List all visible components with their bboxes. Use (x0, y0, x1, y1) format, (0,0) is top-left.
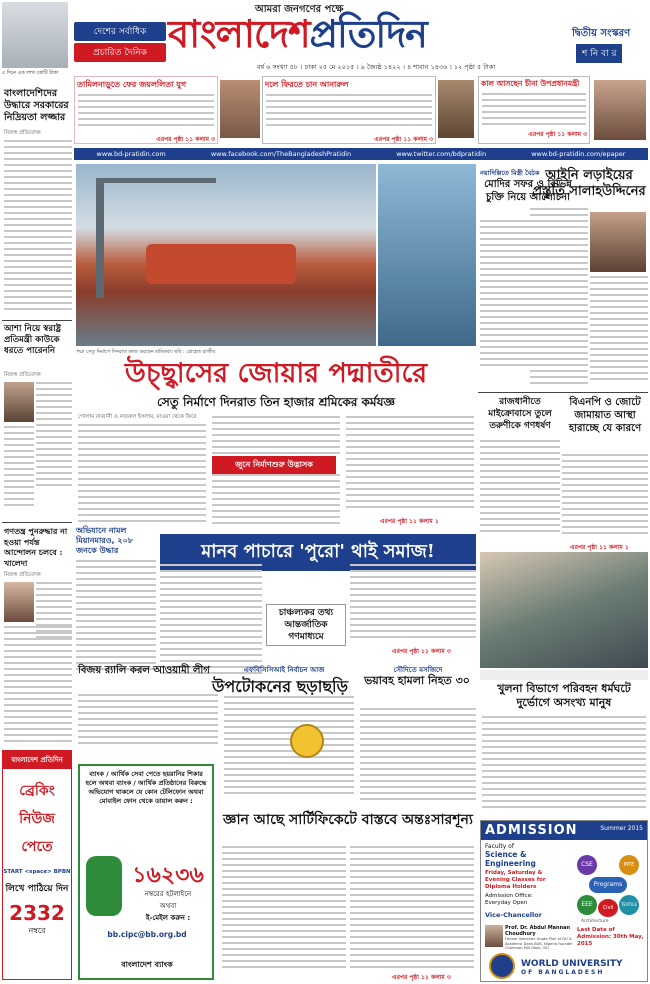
china-leader-photo (594, 80, 646, 140)
breaking-news-ad[interactable] (2, 750, 72, 980)
link-epaper[interactable]: www.bd-pratidin.com/epaper (531, 150, 626, 158)
ad-classes: Friday, Saturday & Evening Classes for Diploma Holders (485, 870, 546, 890)
knowledge-more[interactable]: এরপর পৃষ্ঠা ১১ কলাম ৩ (392, 974, 451, 981)
university-ad[interactable] (480, 820, 648, 982)
trafficking-kicker: অভিযানে নামল মিয়ানমারও, ২০৮ জনকে উদ্ধার (76, 526, 134, 555)
bnp-title: বিএনপি ও জোটে জামায়াত আস্থা হারাচ্ছে যে কারণে (568, 397, 642, 434)
bank-email-label: ই-মেইল করুন : (145, 914, 191, 922)
knowledge-title: জ্ঞান আছে সার্টিফিকেটে বাস্তবে অন্তঃসারশূন্য (223, 812, 473, 828)
ad-write: লিখে পাঠিয়ে দিন (5, 884, 69, 894)
edition-label: দ্বিতীয় সংস্করণ (572, 28, 631, 39)
fbcci-body (224, 696, 354, 806)
crane-shape (96, 178, 104, 298)
flood-photo-caption (480, 670, 648, 680)
khaleda-portrait (4, 582, 34, 622)
salahuddin-photo (590, 212, 646, 272)
main-subhead: সেতু নির্মাণে দিনরাত তিন হাজার শ্রমিকের কর্মযজ্ঞ (157, 395, 395, 409)
jayalalitha-photo (220, 80, 260, 138)
badge-bottom: প্রচারিত দৈনিক (74, 43, 166, 62)
fbcci-title: উপটোকনের ছড়াছড়ি (211, 677, 349, 696)
modi-title: মোদির সফর ও বিভিন্ন চুক্তি নিয়ে আলোচনা (484, 179, 572, 203)
link-web[interactable]: www.bd-pratidin.com (96, 150, 166, 158)
law-body-2 (590, 276, 648, 388)
ad-admission: ADMISSION (481, 821, 647, 840)
bank-ad-text: ব্যাংক / আর্থিক সেবা পেতে হয়রানির শিকার হলে অথবা ব্যাংক / আর্থিক প্রতিষ্ঠানের বিরুদ্ধে অভিযোগ থাকলে যে কোন টেলিফোন অথবা মোবাইল ফোন থেকে ডায়াল করুন : (85, 770, 207, 805)
ad-line2: নিউজ (19, 811, 55, 827)
links-bar (74, 148, 648, 160)
bank-hotline-label: নম্বরের হটলাইনে (144, 890, 192, 898)
main-body-4 (346, 416, 474, 512)
teaser-title: কাল আসছেন চীনা উপপ্রধানমন্ত্রী (481, 79, 580, 88)
youth-title: রাজধানীতে মাইক্রোবাসে তুলে তরুণীকে গণধর্ষণ (488, 397, 552, 431)
left-story1-body (4, 140, 72, 316)
rally-title: বিজয় র‍্যালি করল আওয়ামী লীগ (78, 665, 210, 676)
ad-faculty-of: Faculty of (485, 843, 514, 850)
prog-center: Programs (589, 877, 627, 893)
prog-arch: Architecture (581, 919, 609, 924)
bank-ad[interactable] (78, 764, 214, 980)
rally-body (78, 694, 218, 752)
trafficking-headline: মানব পাচারে 'পুরো' থাই সমাজ! (160, 534, 476, 571)
left-divider (2, 320, 72, 321)
main-body-1 (78, 424, 206, 526)
ad-office: Admission Office: Everyday Open (485, 893, 533, 906)
main-body-2 (212, 416, 340, 456)
anarul-photo (438, 80, 474, 138)
bank-or: অথবা (159, 902, 177, 910)
minister-portrait (4, 382, 34, 422)
left-story2-title: আশা নিয়ে স্বরাষ্ট্র প্রতিমন্ত্রী কাউকে ধরতে পারেননি (4, 324, 61, 356)
title-accent: প্রতিদিন (309, 11, 427, 56)
trafficking-body-1 (76, 560, 156, 680)
modi-kicker: নয়াদিল্লিতে মিস্ত্রী বৈঠক (480, 169, 540, 177)
main-photo-caption: পদ্মা সেতু নির্মাণে দিনরাত কাজ করছেন শ্রমিকরা। ছবি : রোহেত রাজীব (76, 349, 216, 355)
pile-structure (146, 244, 296, 284)
ad-session: Summer 2015 (600, 825, 643, 832)
teaser-jayalalitha[interactable] (74, 76, 218, 144)
flood-title: খুলনা বিভাগে পরিবহন ধর্মঘটে দুর্ভোগে অসংখ্য মানুষ (497, 682, 631, 709)
main-more[interactable]: এরপর পৃষ্ঠা ১১ কলাম ১ (380, 518, 439, 525)
teaser-china[interactable] (478, 76, 590, 144)
left-story3-body2 (4, 626, 72, 746)
ad-line3: পেতে (21, 839, 53, 855)
main-headline: উচ্ছ্বাসের জোয়ার পদ্মাতীরে (124, 358, 428, 389)
wub-logo (489, 953, 515, 979)
day-label: শ নি বা র (576, 44, 622, 63)
bank-name: বাংলাদেশ ব্যাংক (121, 960, 173, 969)
minister-photo-caption: ৫ দিনে এক লাখ কোটি টাকা (2, 70, 59, 76)
left-divider (2, 522, 72, 523)
masthead-tagline: আমরা জনগণের পক্ষে (255, 4, 344, 15)
masthead-title (168, 12, 427, 56)
bank-hotline: ১৬২৩৬ (132, 863, 204, 888)
youth-body (480, 440, 560, 540)
left-story3-title: গণতন্ত্র পুনরুদ্ধার না হওয়া পর্যন্ত আন্দোলন চলবে : খালেদা (4, 526, 68, 568)
left-story2-body (36, 382, 72, 492)
worker-photo (378, 164, 476, 346)
main-byline: গোলাম রাব্বানী ও নজরুল ইসলাম, মাওয়া থেকে ফিরে (78, 414, 197, 420)
teaser-more[interactable]: এরপর পৃষ্ঠা ১১ কলাম ৩ (374, 136, 433, 143)
fbcci-kicker: এফবিসিসিআই নির্বাচন আজ (243, 666, 325, 674)
ad-vc-desc: Former Selection Grade Prof. of DU & Academic Dean-BUK, Nigeria Founder Chairman-MIS Dept., DU (505, 937, 573, 951)
saudi-kicker: সৌদিতে মসজিদে (393, 666, 443, 674)
knowledge-body-1 (222, 846, 346, 976)
left-story2-byline: নিজস্ব প্রতিবেদক (4, 372, 41, 378)
knowledge-body-2 (350, 846, 474, 976)
badge-top: দেশের সর্বাধিক (74, 22, 166, 41)
prog-civil: Civil (598, 899, 618, 917)
ad-name2: OF BANGLADESH (521, 969, 605, 976)
vc-photo (485, 925, 503, 947)
left-story2-body2 (4, 426, 34, 516)
trafficking-sub: চাঞ্চল্যকর তথ্য আন্তর্জাতিক গণমাধ্যমে (266, 604, 346, 646)
saudi-title: ভয়াবহ হামলা নিহত ৩০ (364, 674, 470, 687)
teaser-anarul[interactable] (262, 76, 436, 144)
dateline: বর্ষ ৬ সংখ্যা ৫৮ । ঢাকা ২৫ মে ২০১৫ । ৯ জ্যৈষ্ঠ ১৪২২ । ৪ শাবান ১৪৩৬ । ১২ পৃষ্ঠা ৫ টাকা (256, 63, 496, 71)
ad-faculty: Science & Engineering (485, 850, 536, 868)
ad-start: START <space> BPBN (3, 869, 71, 875)
crane-shape (96, 178, 216, 183)
teaser-more[interactable]: এরপর পৃষ্ঠা ১১ কলাম ৩ (528, 131, 587, 138)
left-story1-byline: নিজস্ব প্রতিবেদক (4, 130, 41, 136)
flood-photo (480, 552, 648, 668)
ad-vc-name: Prof. Dr. Abdul Mannan Choudhury (505, 925, 571, 937)
prog-eee: EEE (577, 895, 597, 915)
ad-line1: ব্রেকিং (19, 783, 55, 799)
main-photo (76, 164, 376, 346)
ad-number: 2332 (9, 901, 65, 925)
prog-mte: MTE (619, 855, 639, 875)
saudi-body (360, 708, 476, 808)
link-twitter[interactable]: www.twitter.com/bdpratidin (396, 150, 487, 158)
teaser-title: দলে ফিরতে চান আনারুল (265, 80, 349, 89)
fbcci-logo (290, 724, 324, 758)
right-more[interactable]: এরপর পৃষ্ঠা ১১ কলাম ১ (570, 544, 629, 551)
teaser-title: তামিলনাড়ুতে ফের জয়ললিতা যুগ (77, 80, 187, 89)
left-story3-byline: নিজস্ব প্রতিবেদক (4, 572, 41, 578)
left-story1-title: বাংলাদেশিদের উদ্ধারে সরকারের নিদ্রিয়তা লজ্জার (4, 88, 69, 123)
ad-vc-label: Vice-Chancellor (485, 911, 542, 919)
bnp-body (562, 454, 648, 540)
trafficking-body-3 (350, 564, 476, 644)
law-body-1 (530, 208, 588, 388)
phone-icon (86, 856, 122, 916)
teaser-more[interactable]: এরপর পৃষ্ঠা ১১ কলাম ৩ (156, 136, 215, 143)
ad-programs-hub (577, 855, 639, 917)
bank-email[interactable]: bb.cipc@bb.org.bd (107, 930, 187, 939)
main-body-3 (212, 474, 340, 526)
masthead-badge (74, 22, 166, 62)
flood-body (482, 716, 646, 816)
ad-to: নম্বরে (28, 926, 46, 935)
ad-deadline: Last Date of Admission: 30th May, 2015 (577, 927, 644, 947)
main-inset: জুনে নির্মাণশুরু উদ্ভাসক (212, 456, 336, 475)
minister-photo (2, 2, 68, 68)
salahuddin-title: আইনি লড়াইয়ের প্রস্তুতি সালাহউদ্দিনের (532, 168, 646, 199)
link-facebook[interactable]: www.facebook.com/TheBangladeshPratidin (210, 150, 352, 158)
prog-cse: CSE (577, 855, 597, 875)
right-divider (478, 392, 648, 393)
title-main: বাংলাদেশ (168, 11, 310, 56)
ad-brand: বাংলাদেশ প্রতিদিন (3, 751, 71, 769)
trafficking-more[interactable]: এরপর পৃষ্ঠা ১১ কলাম ৩ (392, 648, 451, 655)
ad-name1: WORLD UNIVERSITY (521, 959, 623, 969)
prog-textile: TEXTILE (619, 895, 639, 915)
